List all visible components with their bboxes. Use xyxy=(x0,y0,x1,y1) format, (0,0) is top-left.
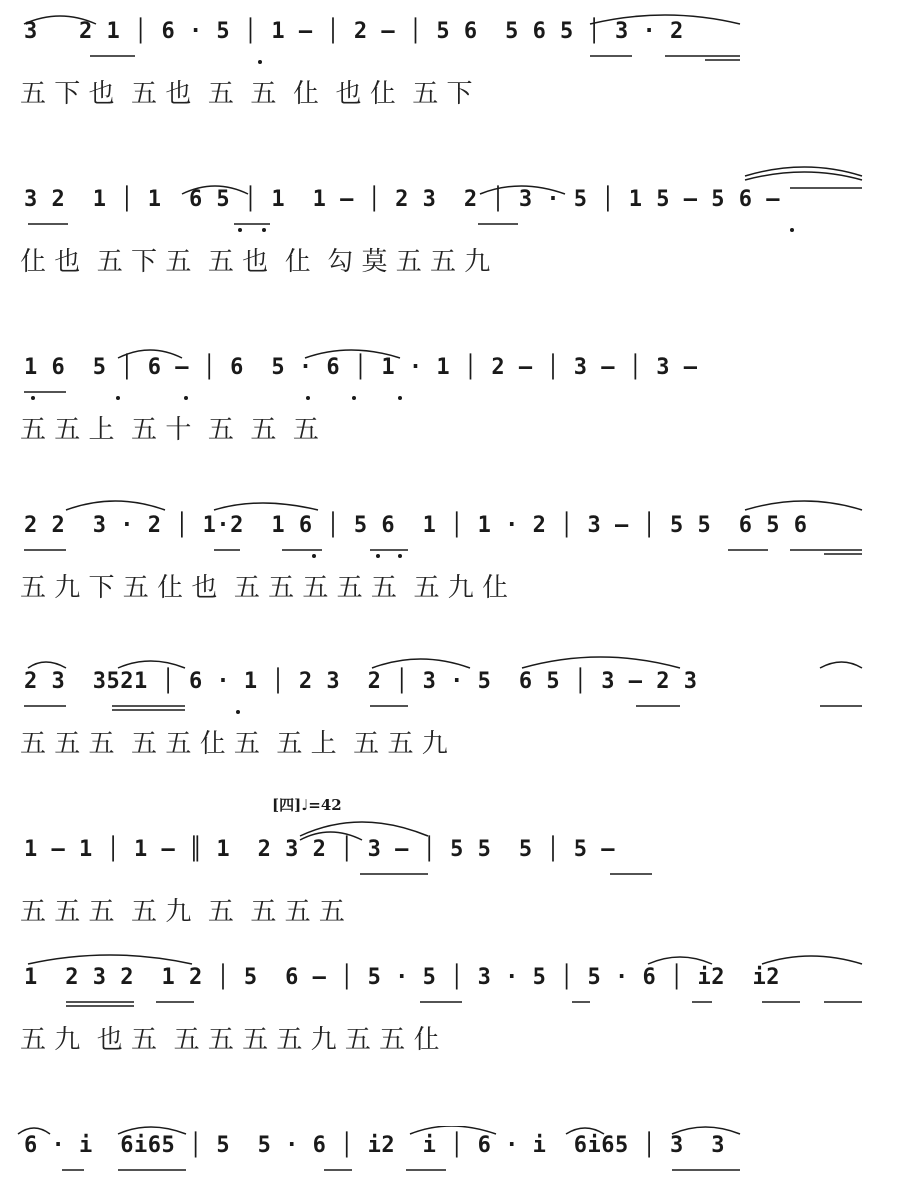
tablature-line: 仩 也 五 下 五 五 也 仩 勾 莫 五 五 九 xyxy=(20,247,491,277)
score-system-4 xyxy=(0,506,904,656)
score-system-8 xyxy=(0,1126,904,1190)
tablature-line: 五 五 五 五 五 仩 五 五 上 五 五 九 xyxy=(20,729,448,759)
section-marker: [四]♩=42 xyxy=(272,796,342,814)
tablature-line: 五 下 也 五 也 五 五 仩 也 仩 五 下 xyxy=(20,79,473,109)
tablature-line: 五 九 下 五 仩 也 五 五 五 五 五 五 九 仩 xyxy=(20,573,508,603)
notation-line: 1 2 3 2 1 2 │ 5 6 — │ 5 · 5 │ 3 · 5 │ 5 · 6 │ i2 i2 xyxy=(24,965,780,990)
tablature-line: 五 五 五 五 九 五 五 五 五 xyxy=(20,897,345,927)
notation-line: 1 6 5 │ 6 — │ 6 5 · 6 │ 1 · 1 │ 2 — │ 3 — │ 3 — xyxy=(24,355,698,380)
notation-line: 6 · i 6i65 │ 5 5 · 6 │ i2 i │ 6 · i 6i65 │ 3 3 xyxy=(24,1133,726,1158)
score-system-2 xyxy=(0,180,904,330)
notation-line: 3 2 1 │ 1 6 5 │ 1 1 — │ 2 3 2 │ 3 · 5 │ 1 5 — 5 6 — xyxy=(24,187,780,212)
tablature-line: 五 五 上 五 十 五 五 五 xyxy=(20,415,319,445)
score-system-3 xyxy=(0,348,904,498)
notation-line: 2 3 3521 │ 6 · 1 │ 2 3 2 │ 3 · 5 6 5 │ 3 — 2 3 xyxy=(24,669,698,694)
notation-line: 3 2 1 │ 6 · 5 │ 1 — │ 2 — │ 5 6 5 6 5 │ 3 · 2 xyxy=(24,19,684,44)
score-system-5 xyxy=(0,662,904,812)
score-system-7 xyxy=(0,958,904,1108)
tablature-line: 五 九 也 五 五 五 五 五 九 五 五 仩 xyxy=(20,1025,440,1055)
score-system-1 xyxy=(0,12,904,162)
notation-line: 1 — 1 │ 1 — ║ 1 2 3 2 │ 3 — │ 5 5 5 │ 5 — xyxy=(24,837,616,862)
notation-line: 2 2 3 · 2 │ 1·2 1 6 │ 5 6 1 │ 1 · 2 │ 3 — │ 5 5 6 5 6 xyxy=(24,513,808,538)
